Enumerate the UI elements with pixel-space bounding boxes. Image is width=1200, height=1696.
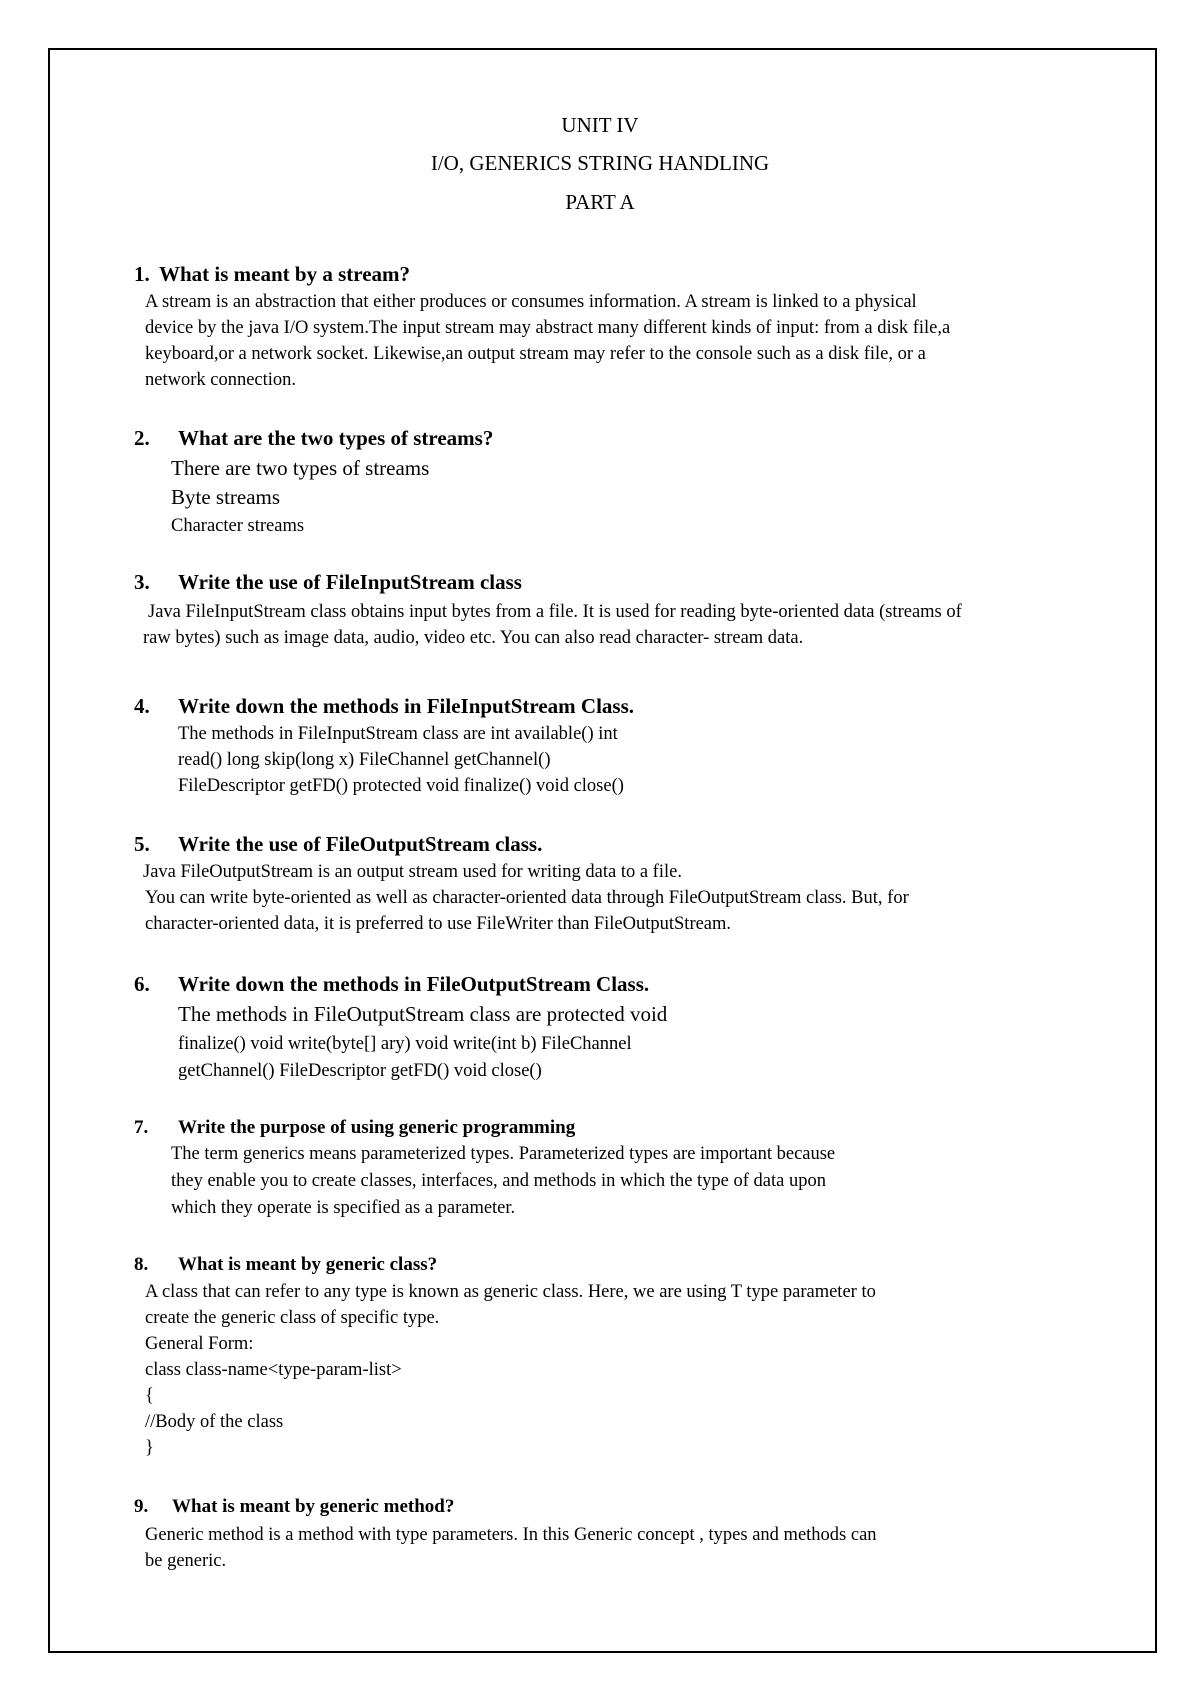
- answer-line: The term generics means parameterized types. Parameterized types are important because: [171, 1144, 836, 1164]
- question-text: Write the use of FileOutputStream class.: [178, 832, 543, 856]
- question-number: 6.: [134, 972, 150, 996]
- question-number: 1.: [134, 262, 150, 286]
- question-heading-8: [134, 1253, 437, 1277]
- answer-line: character-oriented data, it is preferred to use FileWriter than FileOutputStream.: [145, 914, 732, 934]
- answer-line: device by the java I/O system.The input stream may abstract many different kinds of input: from a disk file,a: [145, 318, 951, 338]
- unit-title: I/O, GENERICS STRING HANDLING: [430, 151, 770, 175]
- answer-line: There are two types of streams: [171, 456, 430, 480]
- question-text: Write down the methods in FileOutputStream Class.: [178, 972, 650, 996]
- answer-line: General Form:: [145, 1334, 254, 1354]
- answer-line: they enable you to create classes, interfaces, and methods in which the type of data upon: [171, 1171, 826, 1191]
- answer-line: {: [145, 1386, 154, 1406]
- unit-heading: UNIT IV: [561, 113, 639, 137]
- answer-line: Java FileOutputStream is an output stream used for writing data to a file.: [143, 862, 682, 882]
- answer-line: A class that can refer to any type is known as generic class. Here, we are using T type parameter to: [145, 1282, 876, 1302]
- answer-line: A stream is an abstraction that either produces or consumes information. A stream is linked to a physical: [145, 292, 917, 312]
- question-text: Write down the methods in FileInputStream Class.: [178, 694, 635, 718]
- question-number: 5.: [134, 832, 150, 856]
- answer-line: Byte streams: [171, 485, 281, 509]
- question-heading-4: [134, 694, 634, 718]
- answer-line: raw bytes) such as image data, audio, video etc. You can also read character- stream data.: [143, 628, 804, 648]
- answer-line: network connection.: [145, 370, 297, 390]
- part-heading: PART A: [565, 190, 635, 214]
- answer-line: read() long skip(long x) FileChannel getChannel(): [178, 750, 551, 770]
- question-number: 2.: [134, 426, 150, 450]
- answer-line: Character streams: [171, 516, 305, 536]
- answer-line: class class-name<type-param-list>: [145, 1360, 402, 1380]
- question-text: What is meant by generic class?: [178, 1254, 438, 1275]
- answer-line: finalize() void write(byte[] ary) void write(int b) FileChannel: [178, 1034, 632, 1054]
- question-number: 8.: [134, 1254, 149, 1275]
- question-text: Write the use of FileInputStream class: [178, 570, 522, 594]
- question-number: 3.: [134, 570, 150, 594]
- answer-line: //Body of the class: [145, 1412, 284, 1432]
- question-heading-3: [134, 570, 522, 594]
- question-text: What is meant by generic method?: [172, 1496, 455, 1517]
- question-text: What are the two types of streams?: [178, 426, 494, 450]
- question-number: 9.: [134, 1496, 149, 1517]
- answer-line: The methods in FileInputStream class are int available() int: [178, 724, 618, 744]
- answer-line: Generic method is a method with type parameters. In this Generic concept , types and methods can: [145, 1525, 877, 1545]
- question-text: What is meant by a stream?: [159, 262, 411, 286]
- question-heading-5: [134, 832, 542, 856]
- answer-line: You can write byte-oriented as well as character-oriented data through FileOutputStream class. But, for: [145, 888, 909, 908]
- answer-line: }: [145, 1438, 154, 1458]
- answer-line: be generic.: [145, 1551, 227, 1571]
- answer-line: The methods in FileOutputStream class are protected void: [178, 1002, 668, 1026]
- answer-line: create the generic class of specific type.: [145, 1308, 440, 1328]
- answer-line: getChannel() FileDescriptor getFD() void close(): [178, 1061, 542, 1081]
- answer-line: keyboard,or a network socket. Likewise,an output stream may refer to the console such as a disk file, or a: [145, 344, 926, 364]
- question-heading-9: [134, 1495, 454, 1519]
- question-heading-2: [134, 426, 493, 450]
- question-heading-6: [134, 972, 649, 996]
- answer-line: Java FileInputStream class obtains input bytes from a file. It is used for reading byte-oriented data (streams of: [148, 602, 962, 622]
- question-heading-7: [134, 1116, 575, 1140]
- question-number: 7.: [134, 1117, 149, 1138]
- answer-line: which they operate is specified as a parameter.: [171, 1198, 516, 1218]
- question-number: 4.: [134, 694, 150, 718]
- question-heading-1: [134, 262, 410, 286]
- answer-line: FileDescriptor getFD() protected void finalize() void close(): [178, 776, 624, 796]
- question-text: Write the purpose of using generic programming: [178, 1117, 576, 1138]
